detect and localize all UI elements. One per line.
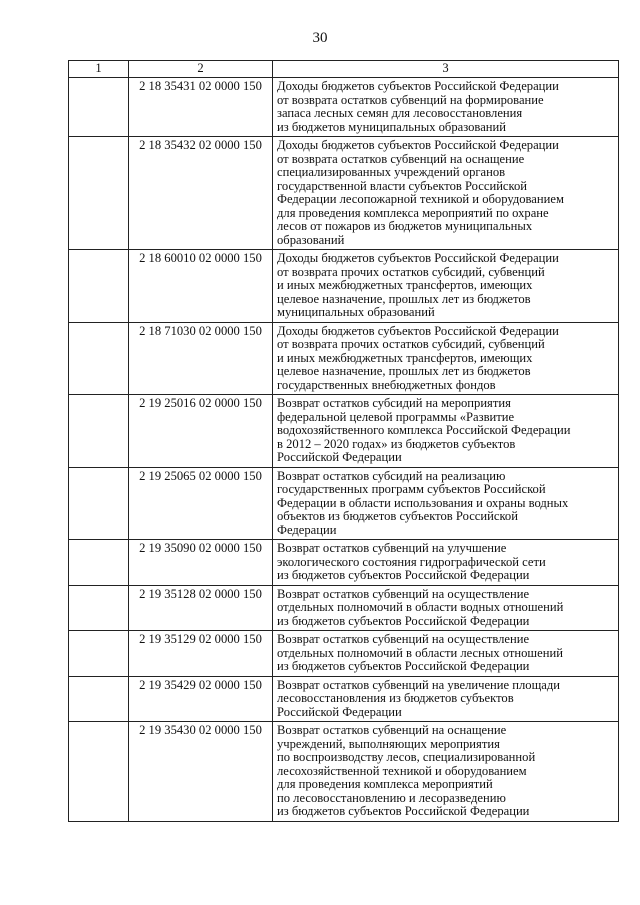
table-body <box>69 78 619 822</box>
description-line: федеральной целевой программы «Развитие <box>277 409 515 424</box>
description-line: Возврат остатков субсидий на мероприятия <box>277 396 511 410</box>
description-line: Федерации <box>277 522 337 537</box>
admin-code-cell <box>69 467 129 540</box>
table-row <box>69 540 619 586</box>
description-line: государственных внебюджетных фондов <box>277 377 496 392</box>
admin-code-cell <box>69 676 129 722</box>
page-number: 30 <box>312 30 328 46</box>
budget-code-cell: 2 19 25016 02 0000 150 <box>129 395 273 468</box>
budget-code-cell: 2 18 71030 02 0000 150 <box>129 322 273 395</box>
description-line: из бюджетов субъектов Российской Федерации <box>277 613 530 628</box>
budget-code-cell: 2 19 35090 02 0000 150 <box>129 540 273 586</box>
description-cell <box>273 676 619 722</box>
description-cell <box>273 722 619 822</box>
description-line: целевое назначение, прошлых лет из бюджетов <box>277 364 531 378</box>
description-line: Доходы бюджетов субъектов Российской Федерации <box>277 323 559 338</box>
description-cell <box>273 137 619 250</box>
description-line: по воспроизводству лесов, специализированной <box>277 750 536 764</box>
budget-code-cell: 2 19 25065 02 0000 150 <box>129 467 273 540</box>
description-line: экологического состояния гидрографической сети <box>277 554 546 569</box>
budget-code-cell: 2 19 35429 02 0000 150 <box>129 676 273 722</box>
description-line: от возврата остатков субвенций на формирование <box>277 92 544 107</box>
description-line: из бюджетов субъектов Российской Федерации <box>277 659 530 673</box>
admin-code-cell <box>69 250 129 323</box>
description-line: Возврат остатков субсидий на реализацию <box>277 468 506 483</box>
description-line: от возврата остатков субвенций на оснащение <box>277 151 525 166</box>
description-line: из бюджетов муниципальных образований <box>277 119 507 134</box>
description-cell <box>273 78 619 137</box>
description-line: специализированных учреждений органов <box>277 165 506 179</box>
description-line: отдельных полномочий в области водных отношений <box>277 600 564 614</box>
description-line: из бюджетов субъектов Российской Федерации <box>277 804 530 818</box>
description-line: от возврата прочих остатков субсидий, субвенций <box>277 337 545 351</box>
description-cell <box>273 467 619 540</box>
description-line: и иных межбюджетных трансфертов, имеющих <box>277 350 533 365</box>
description-cell <box>273 631 619 677</box>
budget-code-cell: 2 18 35431 02 0000 150 <box>129 78 273 137</box>
table-row <box>69 467 619 540</box>
description-line: и иных межбюджетных трансфертов, имеющих <box>277 278 533 292</box>
description-line: Возврат остатков субвенций на оснащение <box>277 723 507 737</box>
budget-code-cell: 2 19 35129 02 0000 150 <box>129 631 273 677</box>
description-line: Возврат остатков субвенций на осуществление <box>277 632 530 646</box>
description-line: Доходы бюджетов субъектов Российской Федерации <box>277 79 559 93</box>
description-line: для проведения комплекса мероприятий по охране <box>277 205 549 220</box>
budget-code-cell: 2 19 35430 02 0000 150 <box>129 722 273 822</box>
table-row <box>69 585 619 631</box>
description-cell <box>273 585 619 631</box>
description-line: в 2012 – 2020 годах» из бюджетов субъектов <box>277 436 516 451</box>
description-line: Доходы бюджетов субъектов Российской Федерации <box>277 138 559 152</box>
description-line: водохозяйственного комплекса Российской Федерации <box>277 423 571 437</box>
column-header-2: 2 <box>129 61 273 78</box>
description-line: Доходы бюджетов субъектов Российской Федерации <box>277 251 559 265</box>
description-line: из бюджетов субъектов Российской Федерации <box>277 568 530 582</box>
budget-code-cell: 2 18 35432 02 0000 150 <box>129 137 273 250</box>
description-line: лесовосстановления из бюджетов субъектов <box>277 691 514 705</box>
admin-code-cell <box>69 322 129 395</box>
description-cell <box>273 395 619 468</box>
table-row <box>69 395 619 468</box>
table-row <box>69 322 619 395</box>
budget-codes-table <box>68 60 619 822</box>
admin-code-cell <box>69 78 129 137</box>
description-line: Возврат остатков субвенций на улучшение <box>277 541 507 555</box>
description-line: муниципальных образований <box>277 305 435 319</box>
description-line: лесов от пожаров из бюджетов муниципальных <box>277 219 533 233</box>
description-line: запаса лесных семян для лесовосстановления <box>277 106 523 120</box>
budget-code-cell: 2 18 60010 02 0000 150 <box>129 250 273 323</box>
admin-code-cell <box>69 585 129 631</box>
table-header-row <box>69 61 619 78</box>
admin-code-cell <box>69 722 129 822</box>
description-line: целевое назначение, прошлых лет из бюджетов <box>277 291 531 306</box>
admin-code-cell <box>69 540 129 586</box>
description-line: Федерации лесопожарной техникой и оборудованием <box>277 192 564 206</box>
description-line: учреждений, выполняющих мероприятия <box>277 736 500 751</box>
description-line: объектов из бюджетов субъектов Российской <box>277 509 518 523</box>
admin-code-cell <box>69 395 129 468</box>
description-line: лесохозяйственной техникой и оборудованием <box>277 763 527 778</box>
description-line: отдельных полномочий в области лесных отношений <box>277 645 563 660</box>
table-row <box>69 250 619 323</box>
column-header-3: 3 <box>273 61 619 78</box>
table-row <box>69 137 619 250</box>
table-row <box>69 631 619 677</box>
description-line: Российской Федерации <box>277 450 402 464</box>
admin-code-cell <box>69 137 129 250</box>
description-line: образований <box>277 232 345 247</box>
description-line: Возврат остатков субвенций на осуществление <box>277 586 530 601</box>
column-header-1: 1 <box>69 61 129 78</box>
description-line: от возврата прочих остатков субсидий, субвенций <box>277 264 545 279</box>
admin-code-cell <box>69 631 129 677</box>
description-cell <box>273 250 619 323</box>
budget-code-cell: 2 19 35128 02 0000 150 <box>129 585 273 631</box>
table-row <box>69 722 619 822</box>
description-line: Возврат остатков субвенций на увеличение площади <box>277 677 561 692</box>
table-row <box>69 78 619 137</box>
description-line: государственной власти субъектов Российской <box>277 178 528 193</box>
description-cell <box>273 540 619 586</box>
description-line: Федерации в области использования и охраны водных <box>277 495 569 510</box>
description-line: Российской Федерации <box>277 704 402 719</box>
description-line: для проведения комплекса мероприятий <box>277 777 493 791</box>
description-line: государственных программ субъектов Российской <box>277 482 546 496</box>
description-line: по лесовосстановлению и лесоразведению <box>277 790 506 805</box>
description-cell <box>273 322 619 395</box>
table-row <box>69 676 619 722</box>
